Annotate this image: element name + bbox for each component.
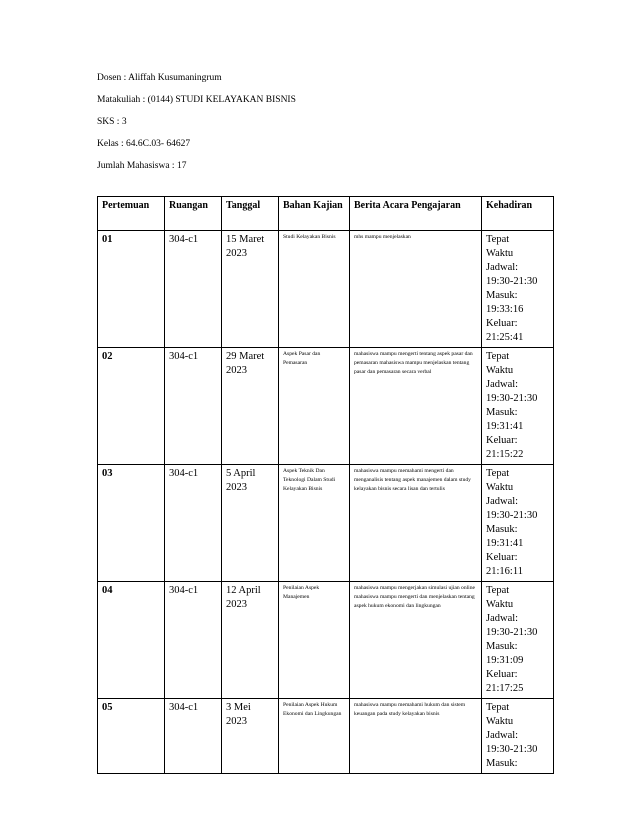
berita-acara-cell: mahasiswa mampu memahami mengerti dan menganalisis tentang aspek manajemen dalam study kelayakan bisnis secara lisan dan tertulis [350, 465, 482, 582]
kehadiran-line: Masuk: [486, 524, 518, 535]
kehadiran-line: Masuk: [486, 290, 518, 301]
ruangan-cell: 304-c1 [165, 348, 222, 465]
class-line: Kelas : 64.6C.03- 64627 [97, 139, 191, 149]
tanggal-cell: 12 April 2023 [222, 582, 279, 699]
berita-acara-cell: mhs mampu menjelaskan [350, 231, 482, 348]
kehadiran-line: Waktu [486, 599, 514, 610]
kehadiran-line: 19:31:41 [486, 421, 524, 432]
table-row [98, 465, 554, 582]
table-row [98, 582, 554, 699]
tanggal-cell: 29 Maret 2023 [222, 348, 279, 465]
bahan-kajian-cell: Penilaian Aspek Hukum Ekonomi dan Lingkungan [279, 699, 350, 774]
berita-acara-cell: mahasiswa mampu memahami hukum dan sistem keuangan pada study kelayakan bisnis [350, 699, 482, 774]
kehadiran-line: 21:17:25 [486, 683, 524, 694]
berita-acara-cell: mahasiswa mampu mengerti tentang aspek pasar dan pemasaran mahasiswa mampu menjelaskan tentang pasar dan pemasaran secara verbal [350, 348, 482, 465]
kehadiran-line: Masuk: [486, 407, 518, 418]
pertemuan-cell: 04 [98, 582, 165, 699]
table-header-row [98, 197, 554, 231]
kehadiran-line: 21:25:41 [486, 332, 524, 343]
kehadiran-line: 21:16:11 [486, 566, 523, 577]
kehadiran-line: 19:30-21:30 [486, 627, 538, 638]
ruangan-cell: 304-c1 [165, 465, 222, 582]
pertemuan-cell: 03 [98, 465, 165, 582]
student-count-line: Jumlah Mahasiswa : 17 [97, 161, 187, 171]
kehadiran-line: Jadwal: [486, 613, 519, 624]
bahan-kajian-cell: Studi Kelayakan Bisnis [279, 231, 350, 348]
kehadiran-line: Waktu [486, 482, 514, 493]
attendance-table [97, 196, 554, 774]
kehadiran-line: Masuk: [486, 641, 518, 652]
kehadiran-line: 19:33:16 [486, 304, 524, 315]
kehadiran-line: Tepat [486, 234, 510, 245]
kehadiran-line: Keluar: [486, 318, 518, 329]
ruangan-cell: 304-c1 [165, 699, 222, 774]
kehadiran-line: Waktu [486, 365, 514, 376]
pertemuan-cell: 05 [98, 699, 165, 774]
pertemuan-cell: 01 [98, 231, 165, 348]
lecturer-line: Dosen : Aliffah Kusumaningrum [97, 73, 222, 83]
kehadiran-cell [482, 231, 554, 348]
bahan-kajian-cell: Aspek Teknik Dan Teknologi Dalam Studi Kelayakan Bisnis [279, 465, 350, 582]
pertemuan-cell: 02 [98, 348, 165, 465]
kehadiran-line: 19:31:09 [486, 655, 524, 666]
column-header-berita-acara: Berita Acara Pengajaran [350, 197, 482, 231]
column-header-tanggal: Tanggal [222, 197, 279, 231]
bahan-kajian-cell: Aspek Pasar dan Pemasaran [279, 348, 350, 465]
kehadiran-line: 19:30-21:30 [486, 276, 538, 287]
kehadiran-line: Keluar: [486, 552, 518, 563]
kehadiran-line: 19:31:41 [486, 538, 524, 549]
kehadiran-line: Jadwal: [486, 379, 519, 390]
kehadiran-line: Tepat [486, 585, 510, 596]
column-header-pertemuan: Pertemuan [98, 197, 165, 231]
tanggal-cell: 3 Mei 2023 [222, 699, 279, 774]
kehadiran-line: 19:30-21:30 [486, 510, 538, 521]
kehadiran-line: Tepat [486, 351, 510, 362]
kehadiran-line: Jadwal: [486, 262, 519, 273]
column-header-bahan-kajian: Bahan Kajian [279, 197, 350, 231]
kehadiran-line: Keluar: [486, 669, 518, 680]
tanggal-cell: 15 Maret 2023 [222, 231, 279, 348]
bahan-kajian-cell: Penilaian Aspek Manajemen [279, 582, 350, 699]
course-line: Matakuliah : (0144) STUDI KELAYAKAN BISNIS [97, 95, 296, 105]
berita-acara-cell: mahasiswa mampu mengerjakan simulasi ujian online mahasiswa mampu mengerti dan menjelaskan tentang aspek hukum ekonomi dan lingkungan [350, 582, 482, 699]
table-row [98, 699, 554, 774]
table-row [98, 231, 554, 348]
kehadiran-line: Masuk: [486, 758, 518, 769]
ruangan-cell: 304-c1 [165, 582, 222, 699]
column-header-kehadiran: Kehadiran [482, 197, 554, 231]
kehadiran-line: Jadwal: [486, 730, 519, 741]
column-header-ruangan: Ruangan [165, 197, 222, 231]
tanggal-cell: 5 April 2023 [222, 465, 279, 582]
kehadiran-line: Waktu [486, 716, 514, 727]
kehadiran-line: 19:30-21:30 [486, 393, 538, 404]
table-row [98, 348, 554, 465]
kehadiran-line: 19:30-21:30 [486, 744, 538, 755]
kehadiran-line: 21:15:22 [486, 449, 524, 460]
kehadiran-cell [482, 465, 554, 582]
kehadiran-line: Jadwal: [486, 496, 519, 507]
kehadiran-cell [482, 699, 554, 774]
kehadiran-line: Keluar: [486, 435, 518, 446]
kehadiran-cell [482, 348, 554, 465]
credits-line: SKS : 3 [97, 117, 127, 127]
kehadiran-line: Tepat [486, 468, 510, 479]
kehadiran-line: Tepat [486, 702, 510, 713]
kehadiran-line: Waktu [486, 248, 514, 259]
ruangan-cell: 304-c1 [165, 231, 222, 348]
kehadiran-cell [482, 582, 554, 699]
